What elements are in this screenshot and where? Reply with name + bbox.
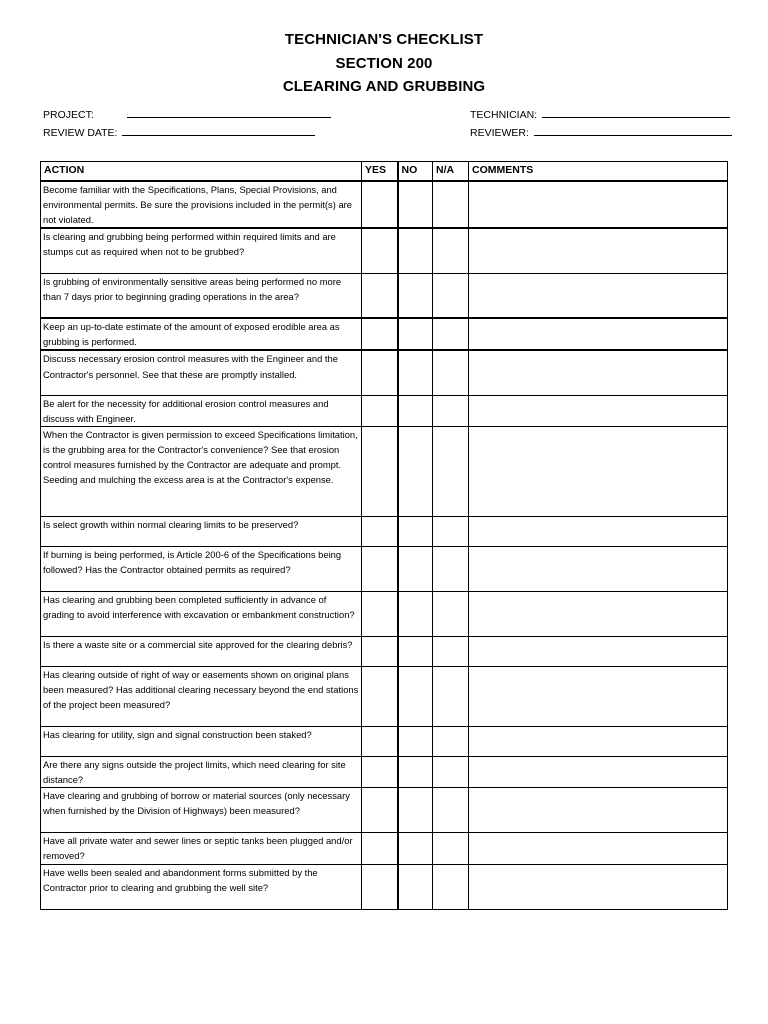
yes-cell[interactable]: [362, 592, 398, 637]
comments-cell[interactable]: [469, 864, 728, 909]
na-cell[interactable]: [433, 547, 469, 592]
technician-blank[interactable]: [542, 108, 730, 118]
yes-cell[interactable]: [362, 727, 398, 757]
col-yes-header: YES: [362, 162, 398, 182]
comments-cell[interactable]: [469, 350, 728, 395]
yes-cell[interactable]: [362, 228, 398, 273]
na-cell[interactable]: [433, 727, 469, 757]
document-title: [0, 28, 768, 99]
na-cell[interactable]: [433, 864, 469, 909]
comments-cell[interactable]: [469, 547, 728, 592]
yes-cell[interactable]: [362, 864, 398, 909]
col-action-header: ACTION: [41, 162, 362, 182]
table-row: [41, 757, 728, 788]
review-date-blank[interactable]: [122, 126, 315, 136]
comments-cell[interactable]: [469, 592, 728, 637]
comments-cell[interactable]: [469, 637, 728, 667]
yes-cell[interactable]: [362, 427, 398, 517]
title-line-3: CLEARING AND GRUBBING: [282, 78, 486, 95]
action-cell: Has clearing for utility, sign and signal construction been staked?: [41, 727, 362, 757]
no-cell[interactable]: [398, 318, 433, 350]
na-cell[interactable]: [433, 757, 469, 788]
table-row: [41, 395, 728, 426]
project-label: PROJECT:: [43, 109, 94, 121]
table-row: [41, 864, 728, 909]
technician-field: [470, 108, 730, 121]
table-row: [41, 637, 728, 667]
no-cell[interactable]: [398, 273, 433, 318]
no-cell[interactable]: [398, 864, 433, 909]
action-cell: Is select growth within normal clearing limits to be preserved?: [41, 517, 362, 547]
no-cell[interactable]: [398, 667, 433, 727]
table-row: [41, 833, 728, 864]
action-cell: Keep an up-to-date estimate of the amount of exposed erodible area as grubbing is performed.: [41, 318, 362, 350]
project-blank[interactable]: [127, 108, 331, 118]
col-no-header: NO: [398, 162, 433, 182]
reviewer-field: [470, 126, 732, 139]
yes-cell[interactable]: [362, 547, 398, 592]
no-cell[interactable]: [398, 727, 433, 757]
yes-cell[interactable]: [362, 181, 398, 228]
comments-cell[interactable]: [469, 757, 728, 788]
project-field: [43, 108, 331, 121]
no-cell[interactable]: [398, 228, 433, 273]
comments-cell[interactable]: [469, 273, 728, 318]
comments-cell[interactable]: [469, 427, 728, 517]
table-row: [41, 427, 728, 517]
yes-cell[interactable]: [362, 517, 398, 547]
table-row: [41, 318, 728, 350]
na-cell[interactable]: [433, 427, 469, 517]
comments-cell[interactable]: [469, 788, 728, 833]
no-cell[interactable]: [398, 757, 433, 788]
action-cell: Have wells been sealed and abandonment forms submitted by the Contractor prior to clearing and grubbing the well site?: [41, 864, 362, 909]
na-cell[interactable]: [433, 592, 469, 637]
review-date-label: REVIEW DATE:: [43, 127, 118, 139]
na-cell[interactable]: [433, 181, 469, 228]
no-cell[interactable]: [398, 637, 433, 667]
action-cell: Have all private water and sewer lines or septic tanks been plugged and/or removed?: [41, 833, 362, 864]
reviewer-label: REVIEWER:: [470, 127, 529, 139]
action-cell: Has clearing and grubbing been completed sufficiently in advance of grading to avoid interference with excavation or embankment construction?: [41, 592, 362, 637]
na-cell[interactable]: [433, 318, 469, 350]
no-cell[interactable]: [398, 427, 433, 517]
col-comments-header: COMMENTS: [469, 162, 728, 182]
no-cell[interactable]: [398, 395, 433, 426]
action-cell: When the Contractor is given permission to exceed Specifications limitation, is the grubbing area for the Contractor's convenience? See that erosion control measures furnished by the Contractor are adequate and prompt. Seeding and mulching the excess area is at the Contractor's expense.: [41, 427, 362, 517]
na-cell[interactable]: [433, 273, 469, 318]
no-cell[interactable]: [398, 592, 433, 637]
na-cell[interactable]: [433, 637, 469, 667]
no-cell[interactable]: [398, 350, 433, 395]
na-cell[interactable]: [433, 833, 469, 864]
na-cell[interactable]: [433, 667, 469, 727]
yes-cell[interactable]: [362, 667, 398, 727]
yes-cell[interactable]: [362, 788, 398, 833]
title-line-1: TECHNICIAN'S CHECKLIST: [284, 31, 484, 48]
table-row: [41, 181, 728, 228]
table-row: [41, 788, 728, 833]
title-line-2: SECTION 200: [335, 54, 433, 72]
comments-cell[interactable]: [469, 318, 728, 350]
na-cell[interactable]: [433, 517, 469, 547]
action-cell: Is clearing and grubbing being performed within required limits and are stumps cut as required when not to be grubbed?: [41, 228, 362, 273]
na-cell[interactable]: [433, 788, 469, 833]
action-cell: Have clearing and grubbing of borrow or material sources (only necessary when furnished by the Division of Highways) been measured?: [41, 788, 362, 833]
action-cell: Become familiar with the Specifications, Plans, Special Provisions, and environmental permits. Be sure the provisions included in the permit(s) are not violated.: [41, 181, 362, 228]
action-cell: Has clearing outside of right of way or easements shown on original plans been measured? Has additional clearing necessary beyond the end stations of the project been measured?: [41, 667, 362, 727]
yes-cell[interactable]: [362, 273, 398, 318]
comments-cell[interactable]: [469, 181, 728, 228]
table-row: [41, 667, 728, 727]
no-cell[interactable]: [398, 181, 433, 228]
na-cell[interactable]: [433, 395, 469, 426]
table-row: [41, 273, 728, 318]
table-row: [41, 228, 728, 273]
action-cell: Be alert for the necessity for additional erosion control measures and discuss with Engineer.: [41, 395, 362, 426]
no-cell[interactable]: [398, 547, 433, 592]
checklist-table: [40, 161, 728, 910]
yes-cell[interactable]: [362, 757, 398, 788]
yes-cell[interactable]: [362, 318, 398, 350]
action-cell: Discuss necessary erosion control measures with the Engineer and the Contractor's personnel. See that these are promptly installed.: [41, 350, 362, 395]
table-row: [41, 350, 728, 395]
table-row: [41, 547, 728, 592]
action-cell: Is grubbing of environmentally sensitive areas being performed no more than 7 days prior to beginning grading operations in the area?: [41, 273, 362, 318]
comments-cell[interactable]: [469, 667, 728, 727]
table-row: [41, 517, 728, 547]
comments-cell[interactable]: [469, 517, 728, 547]
reviewer-blank[interactable]: [534, 126, 732, 136]
action-cell: If burning is being performed, is Article 200-6 of the Specifications being followed? Has the Contractor obtained permits as required?: [41, 547, 362, 592]
table-row: [41, 727, 728, 757]
comments-cell[interactable]: [469, 833, 728, 864]
action-cell: Is there a waste site or a commercial site approved for the clearing debris?: [41, 637, 362, 667]
table-header-row: [41, 162, 728, 182]
yes-cell[interactable]: [362, 395, 398, 426]
comments-cell[interactable]: [469, 727, 728, 757]
comments-cell[interactable]: [469, 395, 728, 426]
yes-cell[interactable]: [362, 833, 398, 864]
yes-cell[interactable]: [362, 350, 398, 395]
action-cell: Are there any signs outside the project limits, which need clearing for site distance?: [41, 757, 362, 788]
comments-cell[interactable]: [469, 228, 728, 273]
yes-cell[interactable]: [362, 637, 398, 667]
no-cell[interactable]: [398, 517, 433, 547]
col-na-header: N/A: [433, 162, 469, 182]
table-row: [41, 592, 728, 637]
technician-label: TECHNICIAN:: [470, 109, 538, 121]
na-cell[interactable]: [433, 228, 469, 273]
no-cell[interactable]: [398, 788, 433, 833]
na-cell[interactable]: [433, 350, 469, 395]
no-cell[interactable]: [398, 833, 433, 864]
review-date-field: [43, 126, 315, 139]
